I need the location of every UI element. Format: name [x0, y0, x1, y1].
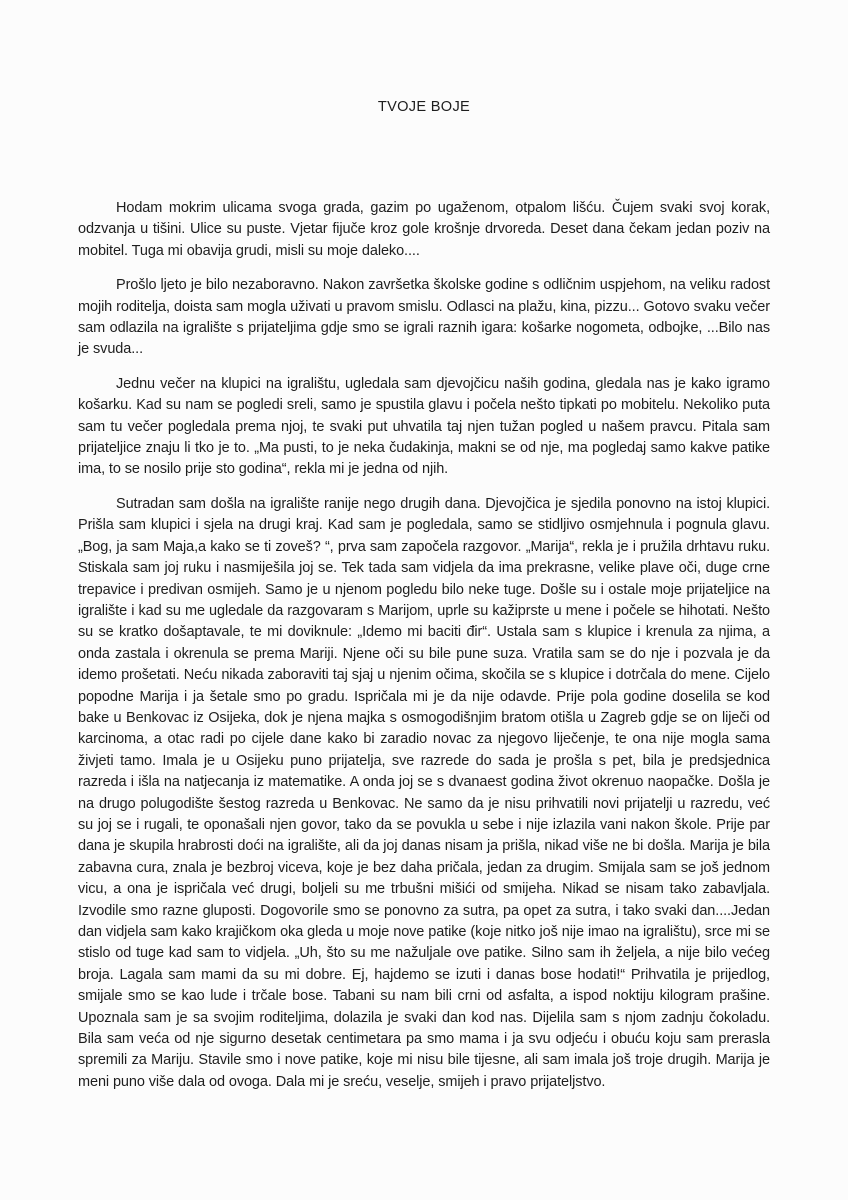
paragraph-2: Prošlo ljeto je bilo nezaboravno. Nakon završetka školske godine s odličnim uspjehom, na veliku radost mojih roditelja, doista sam mogla uživati u pravom smislu. Odlasci na plažu, kina, pizzu... Gotovo svaku večer sam odlazila na igralište s prijateljima gdje smo se igrali raznih igara: košarke nogometa, odbojke, ...Bilo nas je svuda...: [78, 277, 770, 358]
paragraph-4: Sutradan sam došla na igralište ranije nego drugih dana. Djevojčica je sjedila ponovno na istoj klupici. Prišla sam klupici i sjela na drugi kraj. Kad sam je pogledala, samo se stidljivo osmjehnula i pognula glavu. „Bog, ja sam Maja,a kako se ti zoveš? “, prva sam započela razgovor. „Marija“, rekla je i pružila drhtavu ruku. Stiskala sam joj ruku i nasmiješila joj se. Tek tada sam vidjela da ima prekrasne, velike plave oči, duge crne trepavice i predivan osmijeh. Samo je u njenom pogledu bilo neke tuge. Došle su i ostale moje prijateljice na igralište i kad su me ugledale da razgovaram s Marijom, uprle su kažiprste u mene i počele se hihotati. Nešto su se kratko došaptavale, te mi doviknule: „Idemo mi baciti đir“. Ustala sam s klupice i krenula za njima, a onda zastala i okrenula se prema Mariji. Njene oči su bile pune suza. Vratila sam se do nje i pozvala je da idemo prošetati. Neću nikada zaboraviti taj sjaj u njenim očima, skočila se s klupice i dotrčala do mene. Cijelo popodne Marija i ja šetale smo po gradu. Ispričala mi je da nije odavde. Prije pola godine doselila se kod bake u Benkovac iz Osijeka, dok je njena majka s osmogodišnjim bratom otišla u Zagreb gdje se on liječi od karcinoma, a otac radi po cijele dane kako bi zaradio novac za njegovo liječenje, te ona nije mogla sama živjeti tamo. Imala je u Osijeku puno prijatelja, sve razrede do sada je prošla s pet, bila je predsjednica razreda i išla na natjecanja iz matematike. A onda joj se s dvanaest godina život okrenuo naopačke. Došla je na drugo polugodište šestog razreda u Benkovac. Ne samo da je nisu prihvatili novi prijatelji u razredu, već su joj se i rugali, te oponašali njen govor, tako da se povukla u sebe i nije izlazila vani nakon škole. Prije par dana je skupila hrabrosti doći na igralište, ali da joj danas nisam ja prišla, nikad više ne bi došla. Marija je bila zabavna cura, znala je bezbroj viceva, koje je bez daha pričala, jedan za drugim. Smijala sam se još jednom vicu, a ona je ispričala već drugi, boljeli su me trbušni mišići od smijeha. Nikad se nisam tako zabavljala. Izvodile smo razne gluposti. Dogovorile smo se ponovno za sutra, pa opet za sutra, i tako svaki dan....Jedan dan vidjela sam kako krajičkom oka gleda u moje nove patike (koje nitko još nije imao na igralištu), srce mi se stislo od tuge kad sam to vidjela. „Uh, što su me nažuljale ove patike. Silno sam ih željela, a nije bilo većeg broja. Lagala sam mami da su mi dobre. Ej, hajdemo se izuti i danas bose hodati!“ Prihvatila je prijedlog, smijale smo se kao lude i trčale bose. Tabani su nam bili crni od asfalta, a ispod noktiju kilogram prašine. Upoznala sam je sa svojim roditeljima, dolazila je svaki dan kod nas. Dijelila sam s njom zadnju čokoladu. Bila sam veća od nje sigurno desetak centimetara pa smo mama i ja svu odjeću i obuću koju sam prerasla spremili za Mariju. Stavile smo i nove patike, koje mi nisu bile tijesne, ali sam imala još troje drugih. Marija je meni puno više dala od ovoga. Dala mi je sreću, veselje, smijeh i pravo prijateljstvo.: [78, 495, 770, 1090]
document-content: [78, 97, 770, 1106]
paragraph-1: Hodam mokrim ulicama svoga grada, gazim po ugaženom, otpalom lišću. Čujem svaki svoj korak, odzvanja u tišini. Ulice su puste. Vjetar fijuče kroz gole krošnje drvoreda. Deset dana čekam jedan poziv na mobitel. Tuga mi obavija grudi, misli su moje daleko....: [78, 200, 770, 259]
document-title: TVOJE BOJE: [377, 99, 471, 115]
paragraph-3: Jednu večer na klupici na igralištu, ugledala sam djevojčicu naših godina, gledala nas je kako igramo košarku. Kad su nam se pogledi sreli, samo je spustila glavu i počela nešto tipkati po mobitelu. Nekoliko puta sam tu večer pogledala prema njoj, te svaki put uhvatila taj njen tužan pogled u našem pravcu. Pitala sam prijateljice znaju li tko je to. „Ma pusti, to je neka čudakinja, makni se od nje, ma pogledaj samo kakve patike ima, to se nosilo prije sto godina“, rekla mi je jedna od njih.: [78, 375, 770, 478]
